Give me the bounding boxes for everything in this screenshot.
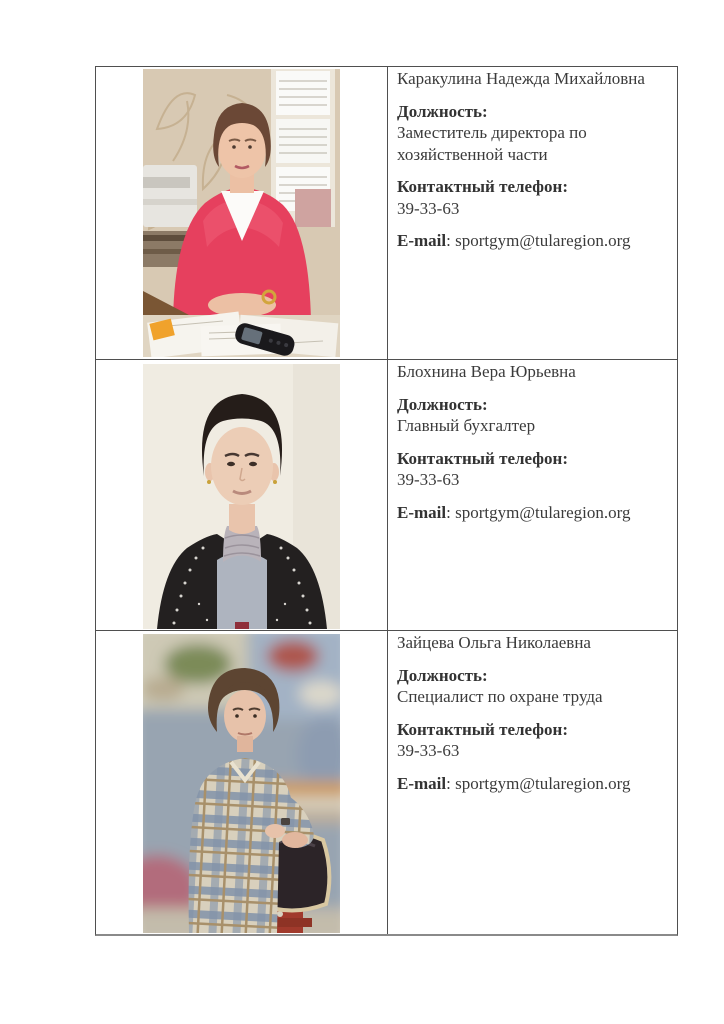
staff-table: [95, 66, 678, 936]
email-label: E-mail: [397, 502, 447, 522]
phone-value: 39-33-63: [397, 470, 460, 489]
photo-cell: [96, 360, 388, 630]
staff-photo-blokhnina: [143, 364, 340, 629]
email-label: E-mail: [397, 231, 447, 250]
photo-cell: [96, 631, 388, 934]
phone-block: [397, 448, 669, 491]
id-portrait-illustration: [143, 364, 340, 629]
phone-label: Контактный телефон:: [397, 177, 568, 196]
email-label: E-mail: [397, 773, 447, 793]
position-value: Заместитель директора по хозяйственной части: [397, 123, 587, 164]
position-label: Должность:: [397, 101, 488, 121]
email-block: [397, 773, 669, 795]
position-value: Специалист по охране труда: [397, 687, 603, 706]
position-block: [397, 394, 669, 437]
email-value: sportgym@tularegion.org: [455, 231, 631, 250]
phone-block: [397, 176, 669, 219]
staff-name: Каракулина Надежда Михайловна: [397, 69, 645, 88]
position-block: [397, 665, 669, 708]
email-value: sportgym@tularegion.org: [455, 773, 631, 793]
phone-block: [397, 719, 669, 762]
email-separator: :: [446, 773, 456, 793]
staff-name: Зайцева Ольга Николаевна: [397, 633, 591, 652]
email-separator: :: [446, 502, 456, 522]
position-label: Должность:: [397, 394, 488, 414]
info-cell: [388, 67, 677, 359]
phone-label: Контактный телефон:: [397, 719, 568, 739]
photo-cell: [96, 67, 388, 359]
staff-photo-zaytseva: [143, 634, 340, 933]
staff-photo-karakulina: [143, 69, 340, 357]
phone-value: 39-33-63: [397, 741, 460, 760]
staff-name: Блохнина Вера Юрьевна: [397, 362, 576, 381]
phone-value: 39-33-63: [397, 198, 460, 218]
table-row: [96, 359, 677, 630]
gym-portrait-illustration: [143, 634, 340, 933]
email-block: [397, 502, 669, 524]
office-portrait-illustration: [143, 69, 340, 357]
position-block: [397, 101, 669, 166]
info-cell: [388, 631, 677, 934]
phone-label: Контактный телефон:: [397, 448, 568, 468]
email-separator: :: [446, 231, 456, 250]
email-block: [397, 230, 669, 252]
email-value: sportgym@tularegion.org: [455, 502, 631, 522]
table-row: [96, 67, 677, 359]
position-label: Должность:: [397, 665, 488, 685]
position-value: Главный бухгалтер: [397, 416, 536, 435]
table-row: [96, 630, 677, 934]
info-cell: [388, 360, 677, 630]
